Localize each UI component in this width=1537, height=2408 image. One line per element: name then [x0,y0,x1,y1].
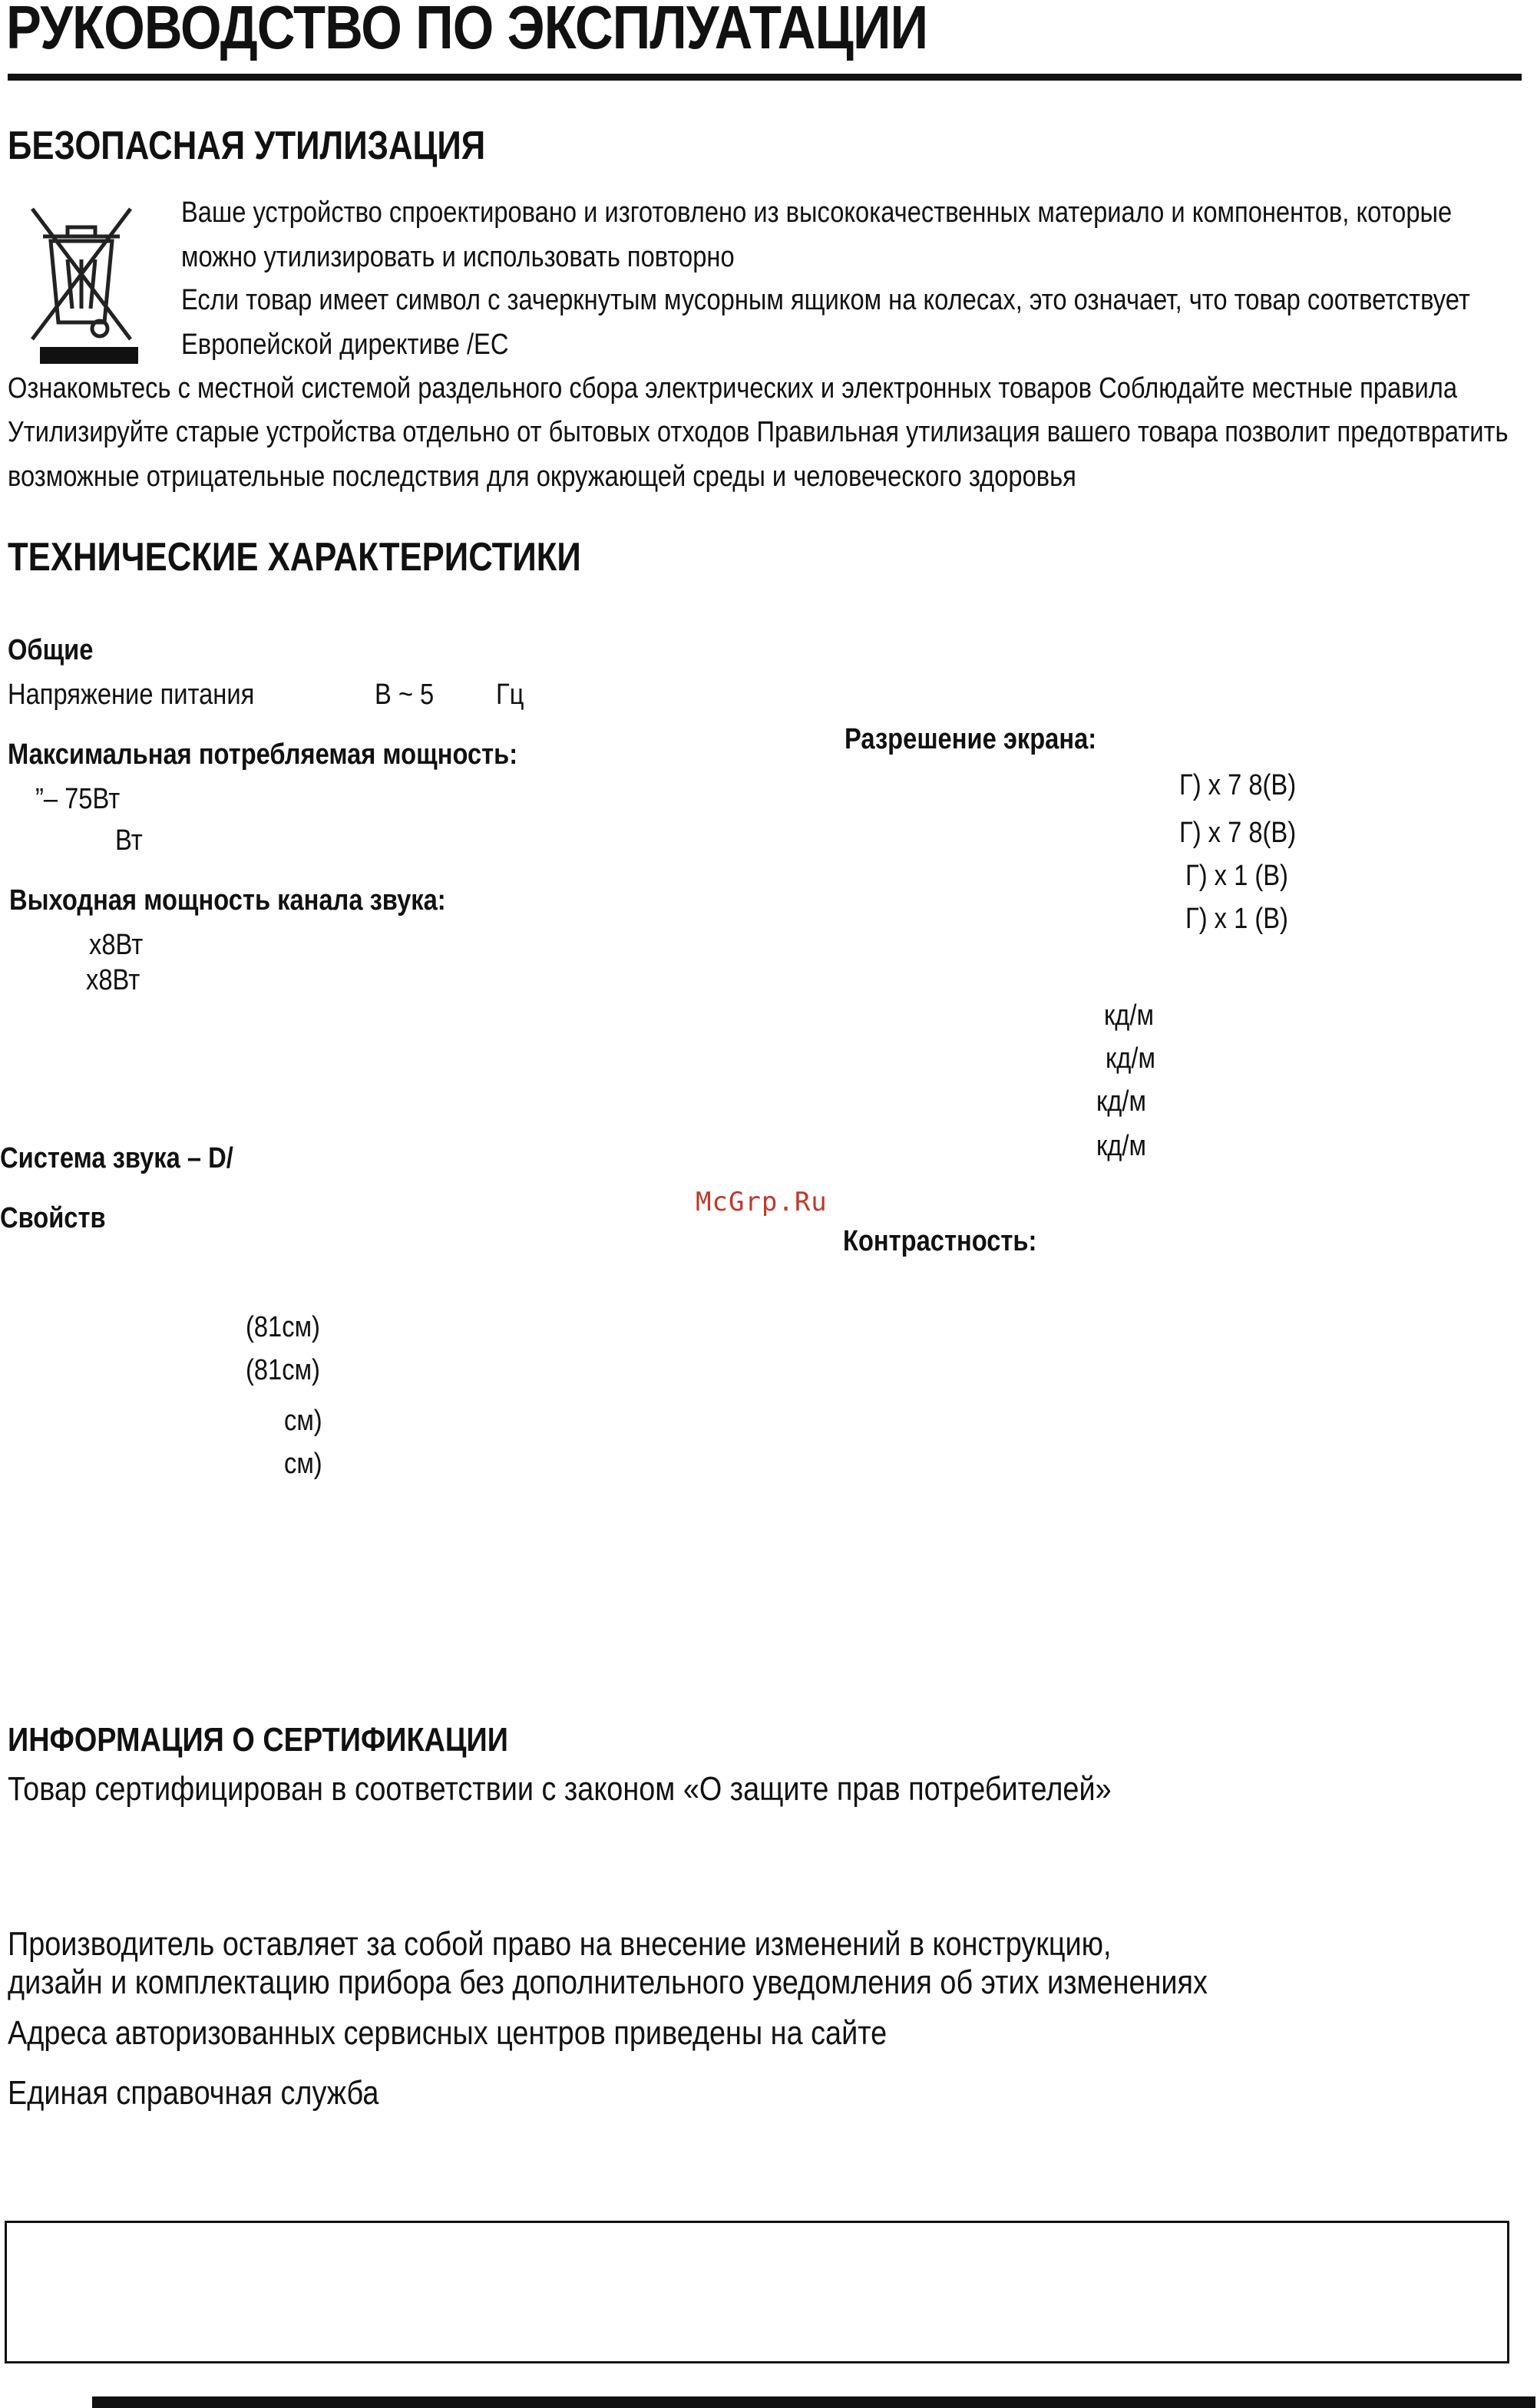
page-title: РУКОВОДСТВО ПО ЭКСПЛУАТАЦИИ [6,0,928,61]
disposal-line-7: возможные отрицательные последствия для окружающей среды и человеческого здоровья [8,461,1076,493]
resolution-line-1: Г) x 7 8(В) [1179,769,1297,801]
max-power-line-2: Вт [115,824,143,857]
size-line-3: см) [284,1405,322,1437]
resolution-line-2: Г) x 7 8(В) [1179,817,1297,849]
crossed-out-wheelie-bin-icon [20,193,143,364]
max-power-line-1: ”– 75Вт [35,783,121,815]
resolution-label: Разрешение экрана: [845,723,1097,755]
brightness-line-3: кд/м [1096,1085,1146,1118]
certification-heading: ИНФОРМАЦИЯ О СЕРТИФИКАЦИИ [8,1721,508,1759]
disposal-line-2: можно утилизировать и использовать повторно [181,241,735,273]
specs-heading: ТЕХНИЧЕСКИЕ ХАРАКТЕРИСТИКИ [8,535,581,580]
voltage-unit: Гц [496,679,524,711]
title-divider [8,74,1522,81]
contrast-label: Контрастность: [843,1225,1037,1257]
resolution-line-4: Г) x 1 (В) [1185,903,1288,935]
resolution-line-3: Г) x 1 (В) [1185,860,1288,892]
service-centers-text: Адреса авторизованных сервисных центров приведены на сайте [8,2014,887,2052]
sound-system-label: Система звука – D/ [0,1142,233,1174]
audio-output-label: Выходная мощность канала звука: [9,884,446,917]
certification-text: Товар сертифицирован в соответствии с законом «О защите прав потребителей» [8,1770,1112,1808]
empty-frame [5,2221,1509,2363]
max-power-label: Максимальная потребляемая мощность: [8,738,518,771]
watermark: McGrp.Ru [696,1187,828,1217]
size-line-4: см) [284,1448,322,1480]
audio-output-line-1: x8Вт [89,929,144,961]
notes-line-2: дизайн и комплектацию прибора без дополнительного уведомления об этих изменениях [8,1964,1208,2001]
voltage-value: В ~ 5 [375,679,435,711]
disposal-line-3: Если товар имеет символ с зачеркнутым мусорным ящиком на колесах, это означает, что товар соответствует [181,284,1470,316]
notes-line-1: Производитель оставляет за собой право на внесение изменений в конструкцию, [8,1925,1112,1963]
voltage-label: Напряжение питания [8,679,255,711]
size-line-1: (81см) [246,1311,320,1343]
properties-label: Свойств [0,1202,106,1234]
brightness-line-1: кд/м [1104,999,1154,1032]
audio-output-line-2: x8Вт [86,964,140,996]
bottom-divider [92,2396,1535,2408]
disposal-line-5: Ознакомьтесь с местной системой раздельного сбора электрических и электронных товаров Соблюдайте местные правила [8,372,1458,405]
general-label: Общие [8,634,94,666]
size-line-2: (81см) [246,1354,320,1386]
helpline-text: Единая справочная служба [8,2074,379,2112]
disposal-heading: БЕЗОПАСНАЯ УТИЛИЗАЦИЯ [8,124,486,168]
brightness-line-4: кд/м [1096,1130,1146,1162]
disposal-line-6: Утилизируйте старые устройства отдельно от бытовых отходов Правильная утилизация вашего товара позволит предотвратить [8,416,1509,448]
brightness-line-2: кд/м [1106,1042,1155,1075]
disposal-line-1: Ваше устройство спроектировано и изготовлено из высококачественных материало и компонентов, которые [181,197,1453,229]
disposal-line-4: Европейской директиве /EC [181,329,509,361]
